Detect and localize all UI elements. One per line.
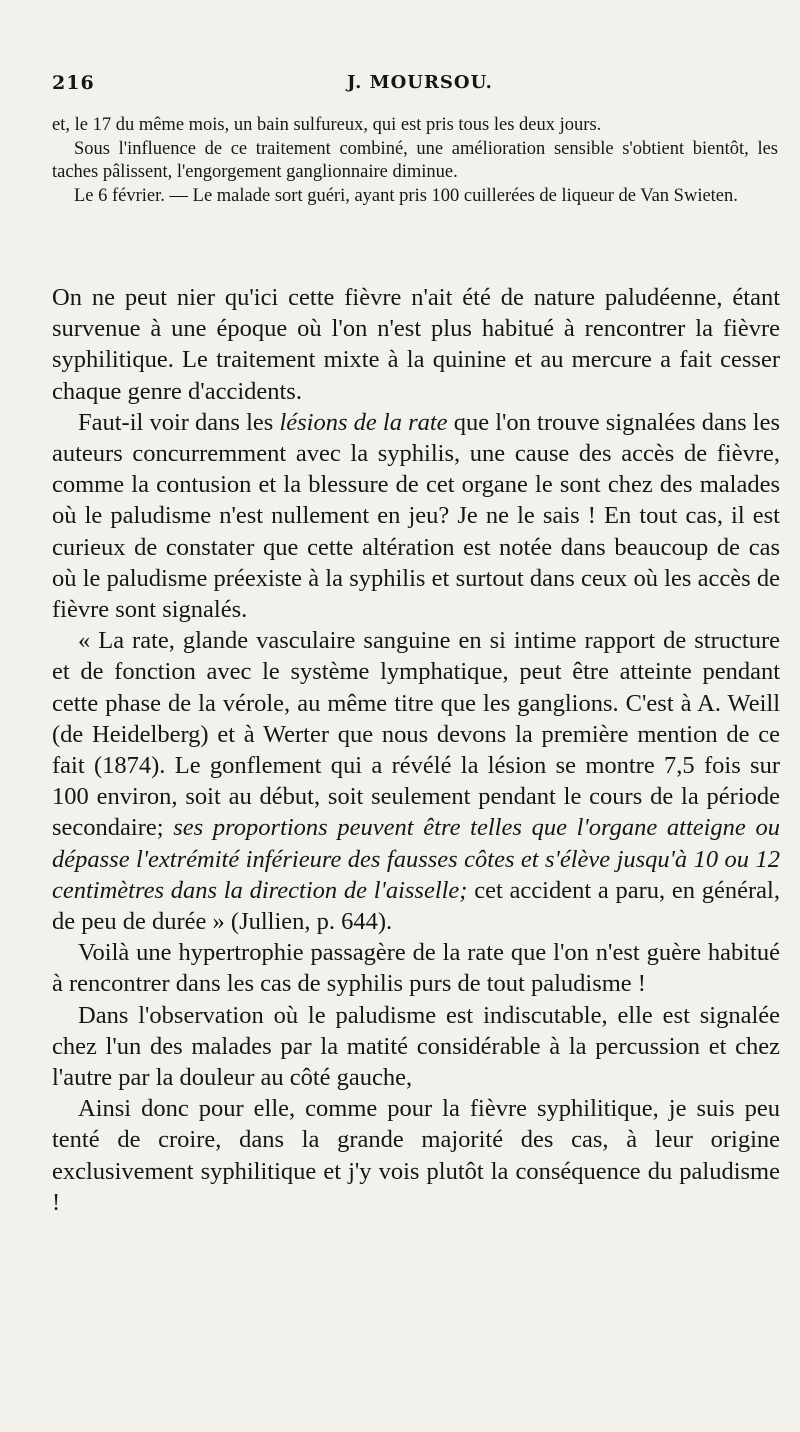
text-run: « La rate, glande vasculaire sanguine en si intime rapport de structure et de fonction avec le système lymphatique, peut être atteinte pendant cette phase de la vérole, au même titre que les ganglions. C'est à A. Weill (de Heidelberg) et à Werter que nous devons la première mention de ce fait (1874). Le gonflement qui a révélé la lésion se montre 7,5 fois sur 100 environ, soit au début, soit seulement pendant le cours de la période secondaire; (52, 627, 780, 842)
page-number: 216 (52, 72, 95, 94)
text-run: que l'on trouve signalées dans les auteurs concurremment avec la syphilis, une cause des accès de fièvre, comme la contusion et la blessure de cet organe le sont chez des malades où le paludisme n'est nullement en jeu? Je ne le sais ! En tout cas, il est curieux de constater que cette altération est notée dans beaucoup de cas où le paludisme préexiste à la syphilis et surtout dans ceux où les accès de fièvre sont signalés. (52, 408, 780, 624)
italic-run: lésions de la rate (279, 408, 448, 436)
text-run: Faut-il voir dans les (78, 408, 280, 436)
body-paragraph: Ainsi donc pour elle, comme pour la fièvre syphilitique, je suis peu tenté de croire, dans la grande majorité des cas, à leur origine exclusivement syphilitique et j'y vois plutôt la conséquence du paludisme ! (52, 1095, 780, 1216)
italic-run: ses proportions peuvent être telles que l'organe atteigne ou dépasse l'extrémité inférieure des fausses côtes et s'élève jusqu'à 10 ou 12 centimètres dans la direction de l'aisselle; (52, 814, 781, 904)
body-text (52, 282, 780, 1218)
body-paragraph: Dans l'observation où le paludisme est indiscutable, elle est signalée chez l'un des malades par la matité considérable à la percussion et chez l'autre par la douleur au côté gauche, (52, 1001, 780, 1092)
running-head: J. MOURSOU. (347, 72, 493, 93)
text-run: cet accident a paru, en général, de peu de durée » (Jullien, p. 644). (52, 876, 780, 936)
case-notes (52, 114, 778, 208)
quotation-paragraph (52, 625, 780, 937)
case-paragraph: Le 6 février. — Le malade sort guéri, ayant pris 100 cuillerées de liqueur de Van Swieten. (74, 185, 738, 206)
body-paragraph (52, 407, 780, 625)
page-header (52, 72, 740, 94)
body-paragraph: On ne peut nier qu'ici cette fièvre n'ait été de nature paludéenne, étant survenue à une époque où l'on n'est plus habitué à rencontrer la fièvre syphilitique. Le traitement mixte à la quinine et au mercure a fait cesser chaque genre d'accidents. (52, 284, 780, 405)
case-paragraph: Sous l'influence de ce traitement combiné, une amélioration sensible s'obtient bientôt, les taches pâlissent, l'engorgement ganglionnaire diminue. (52, 138, 778, 182)
case-paragraph: et, le 17 du même mois, un bain sulfureux, qui est pris tous les deux jours. (52, 115, 602, 135)
body-paragraph: Voilà une hypertrophie passagère de la rate que l'on n'est guère habitué à rencontrer dans les cas de syphilis purs de tout paludisme ! (52, 939, 780, 998)
